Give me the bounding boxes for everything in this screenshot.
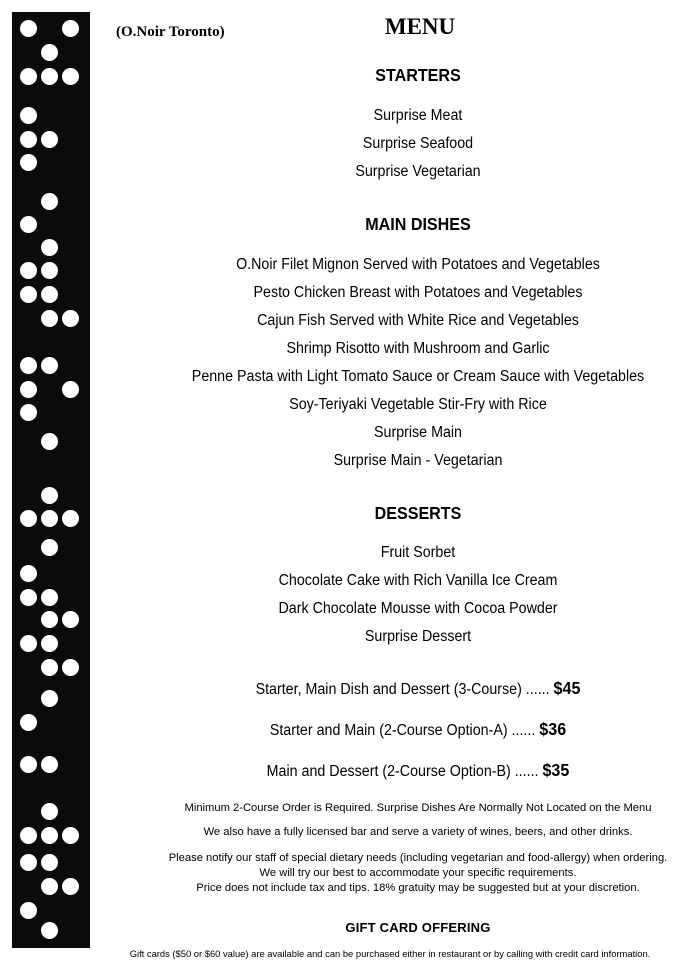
starters-heading: STARTERS — [375, 65, 461, 85]
braille-dot — [41, 262, 58, 279]
braille-dot — [41, 659, 58, 676]
braille-dot — [62, 827, 79, 844]
price-option-2-course-a — [174, 719, 662, 740]
braille-dot — [20, 714, 37, 731]
price-value: $35 — [542, 760, 570, 780]
braille-dot — [62, 20, 79, 37]
braille-dot — [41, 44, 58, 61]
braille-dot — [20, 107, 37, 124]
braille-dot — [41, 611, 58, 628]
braille-dot — [41, 589, 58, 606]
dessert-item: Fruit Sorbet — [380, 544, 456, 561]
braille-dot — [62, 310, 79, 327]
price-option-label: Starter, Main Dish and Dessert (3-Course) ...... — [255, 681, 550, 698]
main-dish-item: Soy-Teriyaki Vegetable Stir-Fry with Rice — [289, 396, 547, 413]
braille-dot — [41, 827, 58, 844]
main-dish-item: Surprise Main - Vegetarian — [333, 452, 503, 469]
braille-dot — [20, 589, 37, 606]
braille-dot — [20, 404, 37, 421]
main-dishes-heading: MAIN DISHES — [365, 214, 471, 234]
braille-dot — [20, 20, 37, 37]
braille-dot — [41, 803, 58, 820]
braille-dot — [62, 381, 79, 398]
braille-dot — [62, 659, 79, 676]
starter-item: Surprise Meat — [373, 107, 463, 124]
braille-dot — [41, 239, 58, 256]
braille-dot — [41, 854, 58, 871]
braille-dot — [20, 262, 37, 279]
price-option-3-course — [174, 678, 662, 699]
braille-dot — [41, 635, 58, 652]
braille-dot — [20, 827, 37, 844]
braille-dot — [41, 433, 58, 450]
braille-dot — [41, 357, 58, 374]
braille-dot — [41, 539, 58, 556]
braille-dot — [20, 756, 37, 773]
braille-dot — [20, 565, 37, 582]
braille-dot — [41, 756, 58, 773]
main-dish-item: Pesto Chicken Breast with Potatoes and Vegetables — [253, 284, 583, 301]
braille-dot — [20, 131, 37, 148]
braille-dot — [41, 922, 58, 939]
dietary-note: We will try our best to accommodate your specific requirements. — [259, 867, 577, 879]
braille-dot — [41, 193, 58, 210]
main-dish-item: Cajun Fish Served with White Rice and Vegetables — [257, 312, 579, 329]
dessert-item: Chocolate Cake with Rich Vanilla Ice Cream — [278, 572, 558, 589]
gift-card-heading: GIFT CARD OFFERING — [345, 920, 491, 935]
braille-dot — [20, 854, 37, 871]
dessert-item: Surprise Dessert — [364, 628, 472, 645]
braille-dot — [41, 510, 58, 527]
main-dish-item: Penne Pasta with Light Tomato Sauce or Cream Sauce with Vegetables — [191, 368, 645, 385]
main-dish-item: Surprise Main — [374, 424, 462, 441]
bar-note: We also have a fully licensed bar and serve a variety of wines, beers, and other drinks. — [203, 826, 633, 838]
desserts-heading: DESSERTS — [374, 503, 462, 523]
price-option-label: Starter and Main (2-Course Option-A) ...... — [269, 722, 536, 739]
menu-title: MENU — [384, 14, 456, 39]
braille-dot — [20, 154, 37, 171]
braille-dot — [20, 68, 37, 85]
starter-item: Surprise Vegetarian — [355, 163, 481, 180]
price-value: $45 — [553, 678, 581, 698]
restaurant-location: (O.Noir Toronto) — [116, 24, 225, 40]
braille-dot — [41, 310, 58, 327]
dietary-note: Please notify our staff of special dietary needs (including vegetarian and food-allergy) when ordering. — [168, 852, 668, 864]
starter-item: Surprise Seafood — [362, 135, 474, 152]
braille-dot — [62, 510, 79, 527]
gift-card-text: Gift cards ($50 or $60 value) are available and can be purchased either in restaurant or by calling with credit card information. — [129, 948, 651, 959]
braille-dot — [62, 878, 79, 895]
braille-dot — [41, 487, 58, 504]
braille-dot — [20, 381, 37, 398]
main-dish-item: O.Noir Filet Mignon Served with Potatoes and Vegetables — [236, 256, 600, 273]
price-option-2-course-b — [174, 760, 662, 781]
braille-dot — [41, 131, 58, 148]
braille-dot — [20, 902, 37, 919]
braille-dot — [41, 878, 58, 895]
braille-dot — [20, 286, 37, 303]
main-dish-item: Shrimp Risotto with Mushroom and Garlic — [286, 340, 550, 357]
braille-dot — [41, 68, 58, 85]
braille-dot — [20, 510, 37, 527]
braille-dot — [20, 635, 37, 652]
price-option-label: Main and Dessert (2-Course Option-B) ...... — [266, 763, 539, 780]
price-value: $36 — [539, 719, 567, 739]
braille-dot — [20, 357, 37, 374]
dessert-item: Dark Chocolate Mousse with Cocoa Powder — [278, 600, 558, 617]
braille-decorative-strip — [12, 12, 90, 948]
braille-dot — [41, 286, 58, 303]
tax-note: Price does not include tax and tips. 18% gratuity may be suggested but at your discretion. — [196, 882, 640, 894]
minimum-order-note: Minimum 2-Course Order is Required. Surprise Dishes Are Normally Not Located on the Menu — [184, 802, 652, 814]
braille-dot — [41, 690, 58, 707]
braille-dot — [20, 216, 37, 233]
braille-dot — [62, 611, 79, 628]
braille-dot — [62, 68, 79, 85]
